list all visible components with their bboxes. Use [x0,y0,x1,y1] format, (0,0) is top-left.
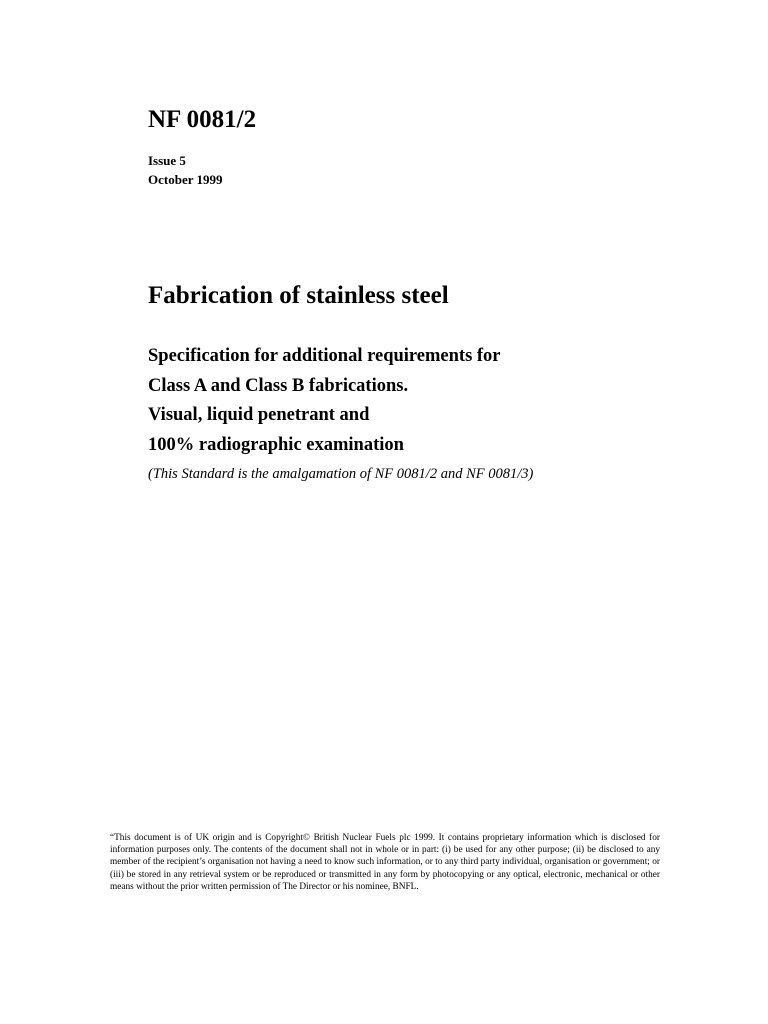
copyright-notice: “This document is of UK origin and is Copyright© British Nuclear Fuels plc 1999. It contains proprietary information which is disclosed for information purposes only. The contents of the document shall not in whole or in part: (i) be used for any other purpose; (ii) be disclosed to any member of the recipient’s organisation not having a need to know such information, or to any third party individual, organisation or government; or (iii) be stored in any retrieval system or be reproduced or transmitted in any form by photocopying or any optical, electronic, mechanical or other means without the prior written permission of The Director or his nominee, BNFL. [110,833,660,892]
document-title: Fabrication of stainless steel [148,282,449,309]
subtitle-line: 100% radiographic examination [148,434,404,455]
issue-number: Issue 5 [148,153,186,168]
subtitle-line: Visual, liquid penetrant and [148,405,370,425]
amalgamation-note: (This Standard is the amalgamation of NF 0081/2 and NF 0081/3) [148,466,534,482]
issue-date: October 1999 [148,172,223,187]
subtitle-line: Class A and Class B fabrications. [148,375,409,396]
document-number: NF 0081/2 [148,106,257,133]
document-subtitle [148,342,501,460]
issue-info [148,151,223,189]
subtitle-line: Specification for additional requirements for [148,346,501,366]
